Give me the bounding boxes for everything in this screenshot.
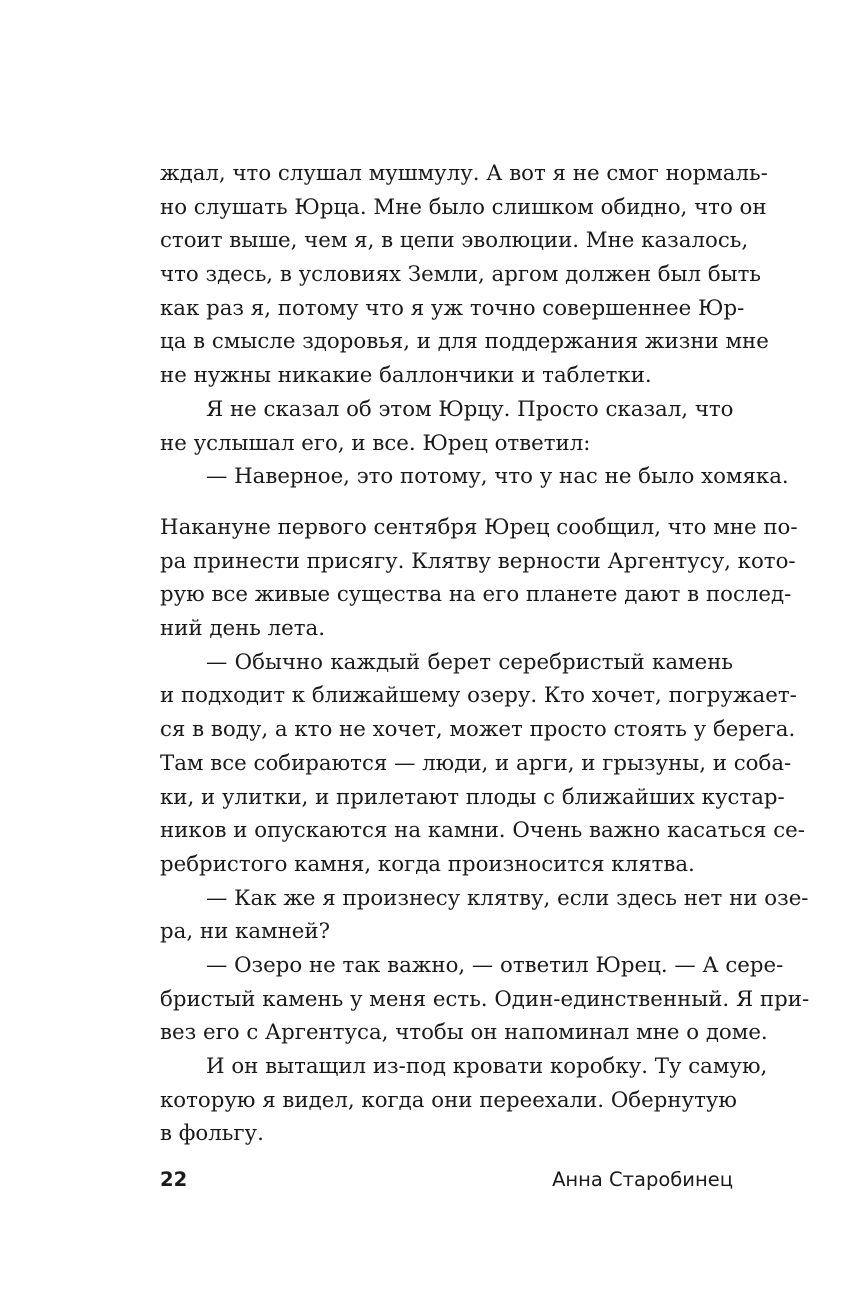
- text-line: рую все живые существа на его планете дают в послед-: [160, 582, 792, 608]
- text-line: ца в смысле здоровья, и для поддержания жизни мне: [160, 329, 769, 355]
- text-line: ждал, что слушал мушмулу. А вот я не смог нормаль-: [160, 161, 768, 186]
- text-block-2: [160, 511, 810, 1151]
- page-number: 22: [160, 1168, 188, 1191]
- text-line: ра, ни камней?: [160, 919, 331, 945]
- text-line: в фольгу.: [160, 1121, 264, 1147]
- text-line: но слушать Юрца. Мне было слишком обидно, что он: [160, 194, 767, 220]
- text-line: ся в воду, а кто не хочет, может просто стоять у берега.: [160, 717, 796, 743]
- dialogue-line: — Наверное, это потому, что у нас не было хомяка.: [206, 464, 789, 490]
- text-line: что здесь, в условиях Земли, аргом должен был быть: [160, 262, 762, 288]
- text-line: ра принести присягу. Клятву верности Аргентусу, кото-: [160, 548, 796, 574]
- dialogue-line: — Обычно каждый берет серебристый камень: [206, 649, 733, 675]
- text-line: ребристого камня, когда произносится клятва.: [160, 851, 695, 877]
- page-footer: [160, 1163, 733, 1197]
- text-line: бристый камень у меня есть. Один-единственный. Я при-: [160, 986, 810, 1012]
- text-line: и подходит к ближайшему озеру. Кто хочет, погружает-: [160, 683, 797, 709]
- text-line: не нужны никакие баллончики и таблетки.: [160, 363, 652, 389]
- text-line: ки, и улитки, и прилетают плоды с ближайших кустар-: [160, 784, 785, 810]
- text-block-1: [160, 157, 789, 494]
- text-line: Там все собираются — люди, и арги, и грызуны, и соба-: [160, 750, 792, 776]
- text-line: ний день лета.: [160, 616, 326, 642]
- text-line: не услышал его, и все. Юрец ответил:: [160, 430, 591, 456]
- text-line: Я не сказал об этом Юрцу. Просто сказал, что: [206, 396, 734, 422]
- dialogue-line: — Озеро не так важно, — ответил Юрец. — А сере-: [206, 952, 784, 978]
- text-line: вез его с Аргентуса, чтобы он напоминал мне о доме.: [160, 1020, 768, 1046]
- text-line: Накануне первого сентября Юрец сообщил, что мне по-: [160, 515, 798, 540]
- dialogue-line: — Как же я произнесу клятву, если здесь нет ни озе-: [206, 885, 809, 911]
- author-name: Анна Старобинец: [552, 1168, 733, 1191]
- text-line: И он вытащил из-под кровати коробку. Ту самую,: [206, 1054, 768, 1079]
- text-line: как раз я, потому что я уж точно совершеннее Юр-: [160, 295, 745, 321]
- text-line: которую я видел, когда они переехали. Обернутую: [160, 1087, 737, 1113]
- text-line: ников и опускаются на камни. Очень важно касаться се-: [160, 818, 805, 844]
- text-line: стоит выше, чем я, в цепи эволюции. Мне казалось,: [160, 228, 749, 254]
